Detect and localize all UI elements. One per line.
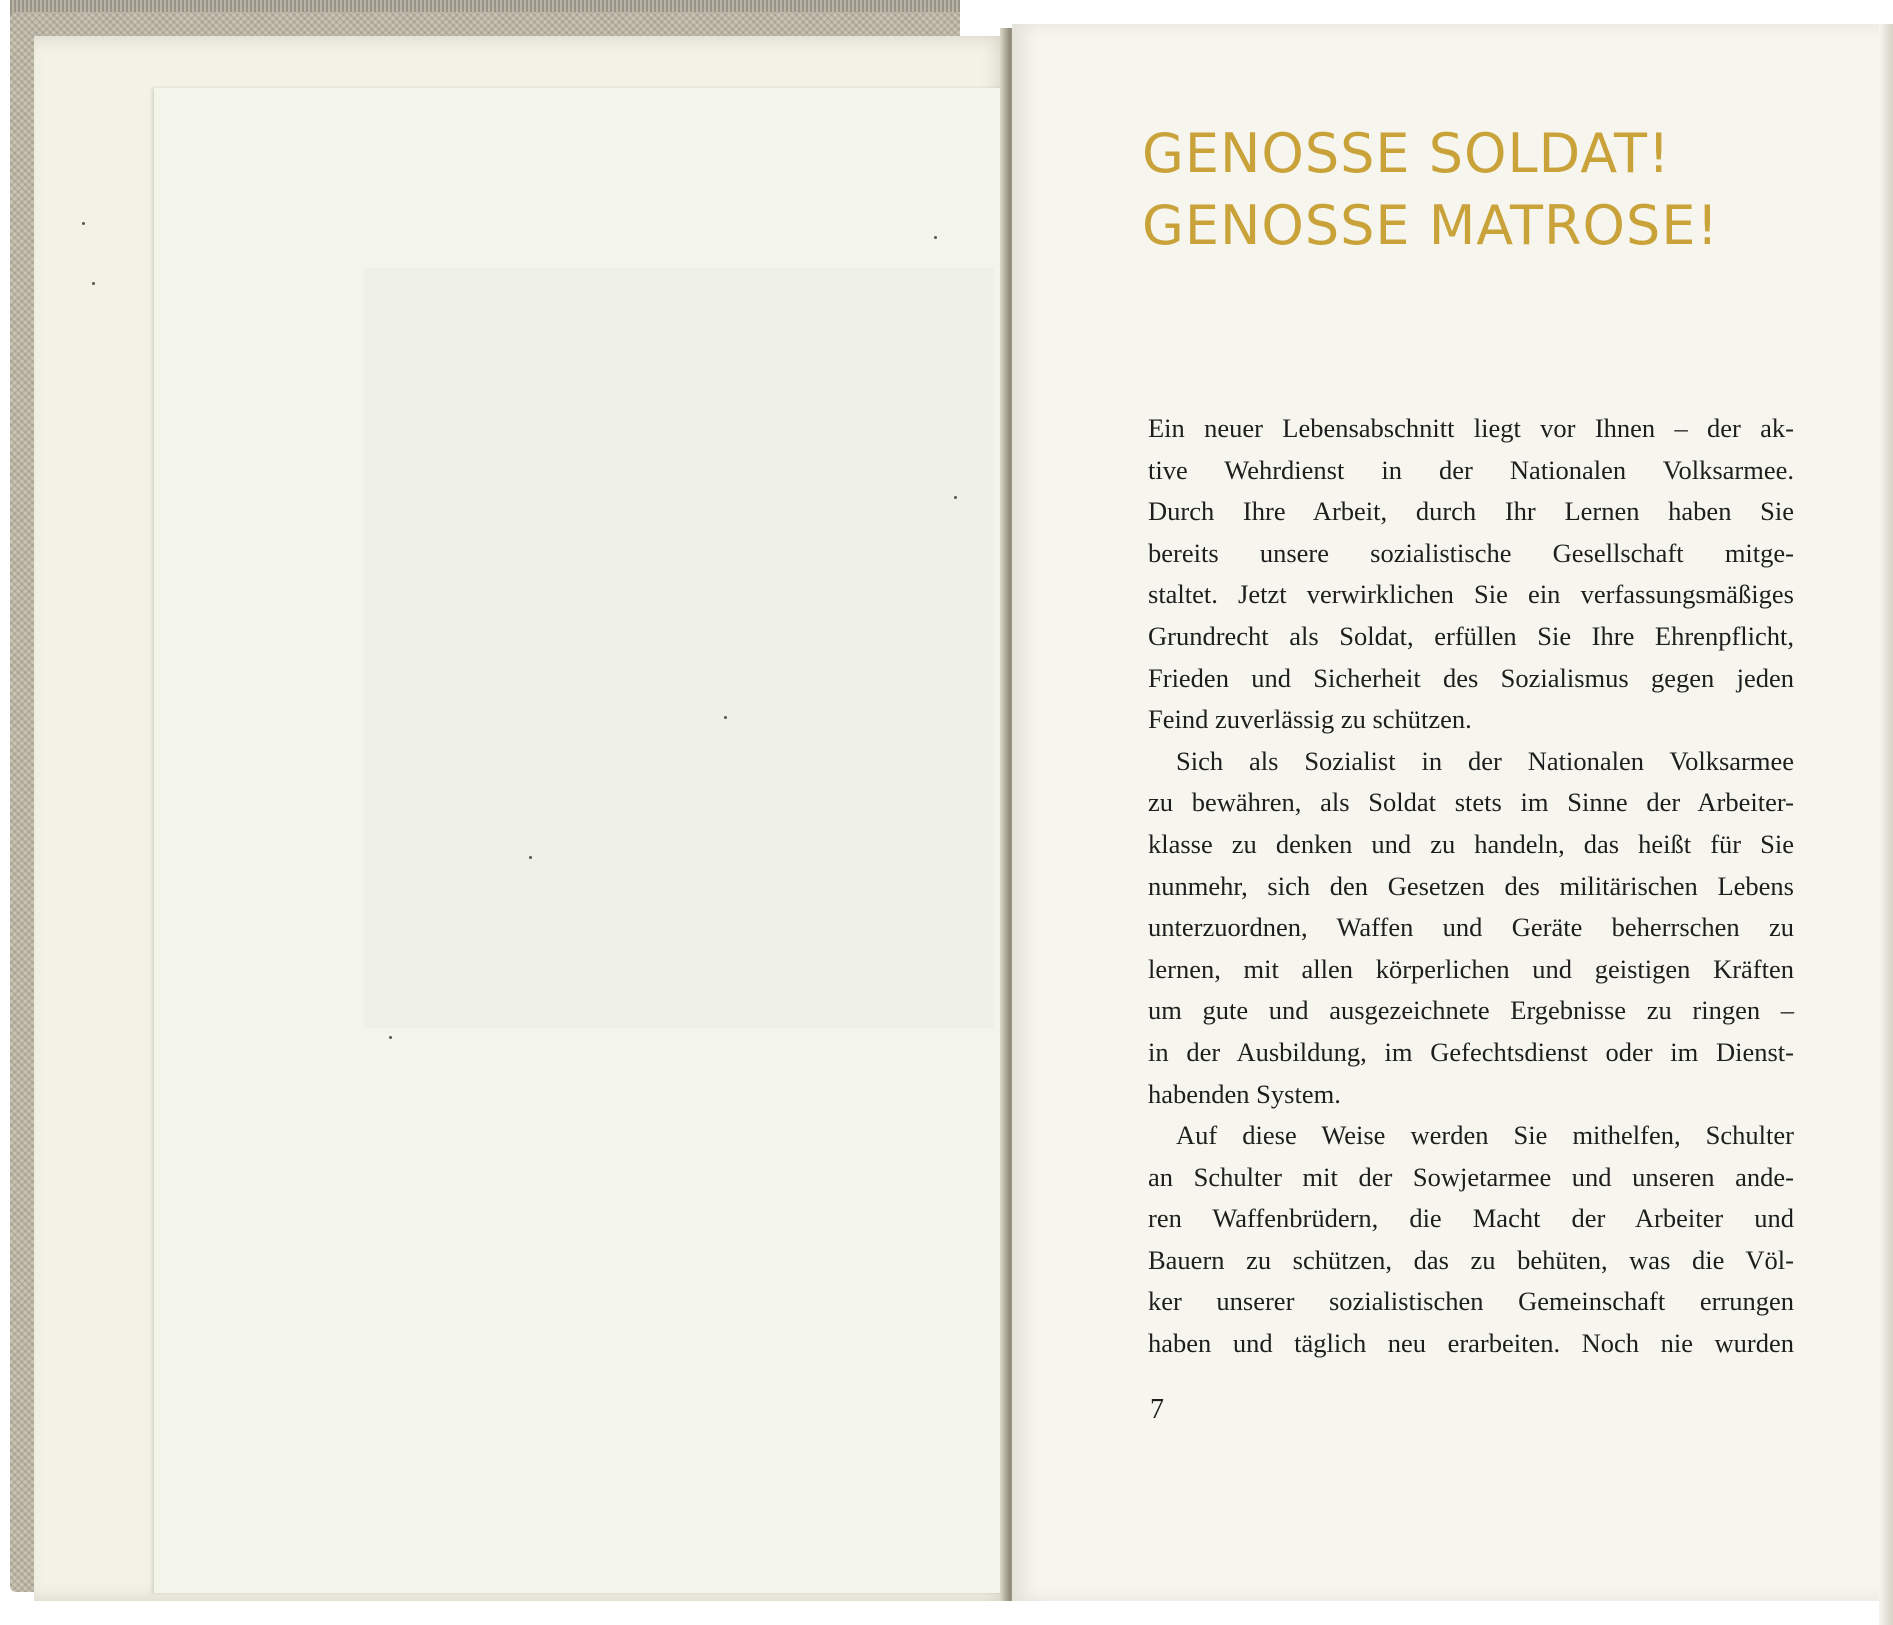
heading-line: GENOSSE SOLDAT! xyxy=(1142,122,1671,185)
paragraph-1 xyxy=(1148,408,1794,741)
heading-line: GENOSSE MATROSE! xyxy=(1142,194,1720,257)
text-line: Bauern zu schützen, das zu behüten, was die Völ- xyxy=(1148,1244,1794,1275)
text-line: unterzuordnen, Waffen und Geräte beherrschen zu xyxy=(1148,912,1794,943)
text-line: tive Wehrdienst in der Nationalen Volksarmee. xyxy=(1148,454,1794,485)
paper-speck xyxy=(389,1036,392,1039)
text-line: nunmehr, sich den Gesetzen des militärischen Lebens xyxy=(1148,870,1794,901)
left-page xyxy=(34,36,1009,1601)
paragraph-3 xyxy=(1148,1115,1794,1365)
paper-speck xyxy=(934,236,937,239)
text-line: habenden System. xyxy=(1148,1078,1341,1109)
text-line: Ein neuer Lebensabschnitt liegt vor Ihnen – der ak- xyxy=(1148,413,1794,443)
text-line: Grundrecht als Soldat, erfüllen Sie Ihre Ehrenpflicht, xyxy=(1148,620,1794,651)
text-line: bereits unsere sozialistische Gesellschaft mitge- xyxy=(1148,537,1794,568)
paper-speck xyxy=(954,496,957,499)
paragraph-2 xyxy=(1148,741,1794,1115)
body-text xyxy=(1148,408,1794,1365)
chapter-heading xyxy=(1142,118,1719,262)
paper-speck xyxy=(724,716,727,719)
text-line: Auf diese Weise werden Sie mithelfen, Schulter xyxy=(1176,1120,1794,1151)
text-line: um gute und ausgezeichnete Ergebnisse zu ringen – xyxy=(1148,995,1794,1026)
text-line: lernen, mit allen körperlichen und geistigen Kräften xyxy=(1148,953,1794,984)
paper-speck xyxy=(529,856,532,859)
text-line: Sich als Sozialist in der Nationalen Volksarmee xyxy=(1176,745,1794,776)
text-line: Feind zuverlässig zu schützen. xyxy=(1148,704,1472,735)
text-line: an Schulter mit der Sowjetarmee und unseren ande- xyxy=(1148,1161,1794,1192)
page-number: 7 xyxy=(1150,1394,1164,1425)
text-line: zu bewähren, als Soldat stets im Sinne der Arbeiter- xyxy=(1148,787,1794,818)
text-line: ker unserer sozialistischen Gemeinschaft errungen xyxy=(1148,1286,1794,1317)
paper-speck xyxy=(82,222,85,225)
paper-speck xyxy=(92,282,95,285)
show-through-shadow xyxy=(364,268,994,1028)
text-line: Durch Ihre Arbeit, durch Ihr Lernen haben Sie xyxy=(1148,496,1794,527)
text-line: klasse zu denken und zu handeln, das heißt für Sie xyxy=(1148,828,1794,859)
left-page-sheet xyxy=(154,88,1034,1593)
text-line: ren Waffenbrüdern, die Macht der Arbeiter und xyxy=(1148,1203,1794,1234)
text-line: staltet. Jetzt verwirklichen Sie ein verfassungsmäßiges xyxy=(1148,579,1794,610)
text-line: haben und täglich neu erarbeiten. Noch nie wurden xyxy=(1148,1328,1794,1359)
right-page-edge xyxy=(1879,24,1893,1625)
text-line: Frieden und Sicherheit des Sozialismus gegen jeden xyxy=(1148,662,1794,693)
text-line: in der Ausbildung, im Gefechtsdienst oder im Dienst- xyxy=(1148,1036,1794,1067)
